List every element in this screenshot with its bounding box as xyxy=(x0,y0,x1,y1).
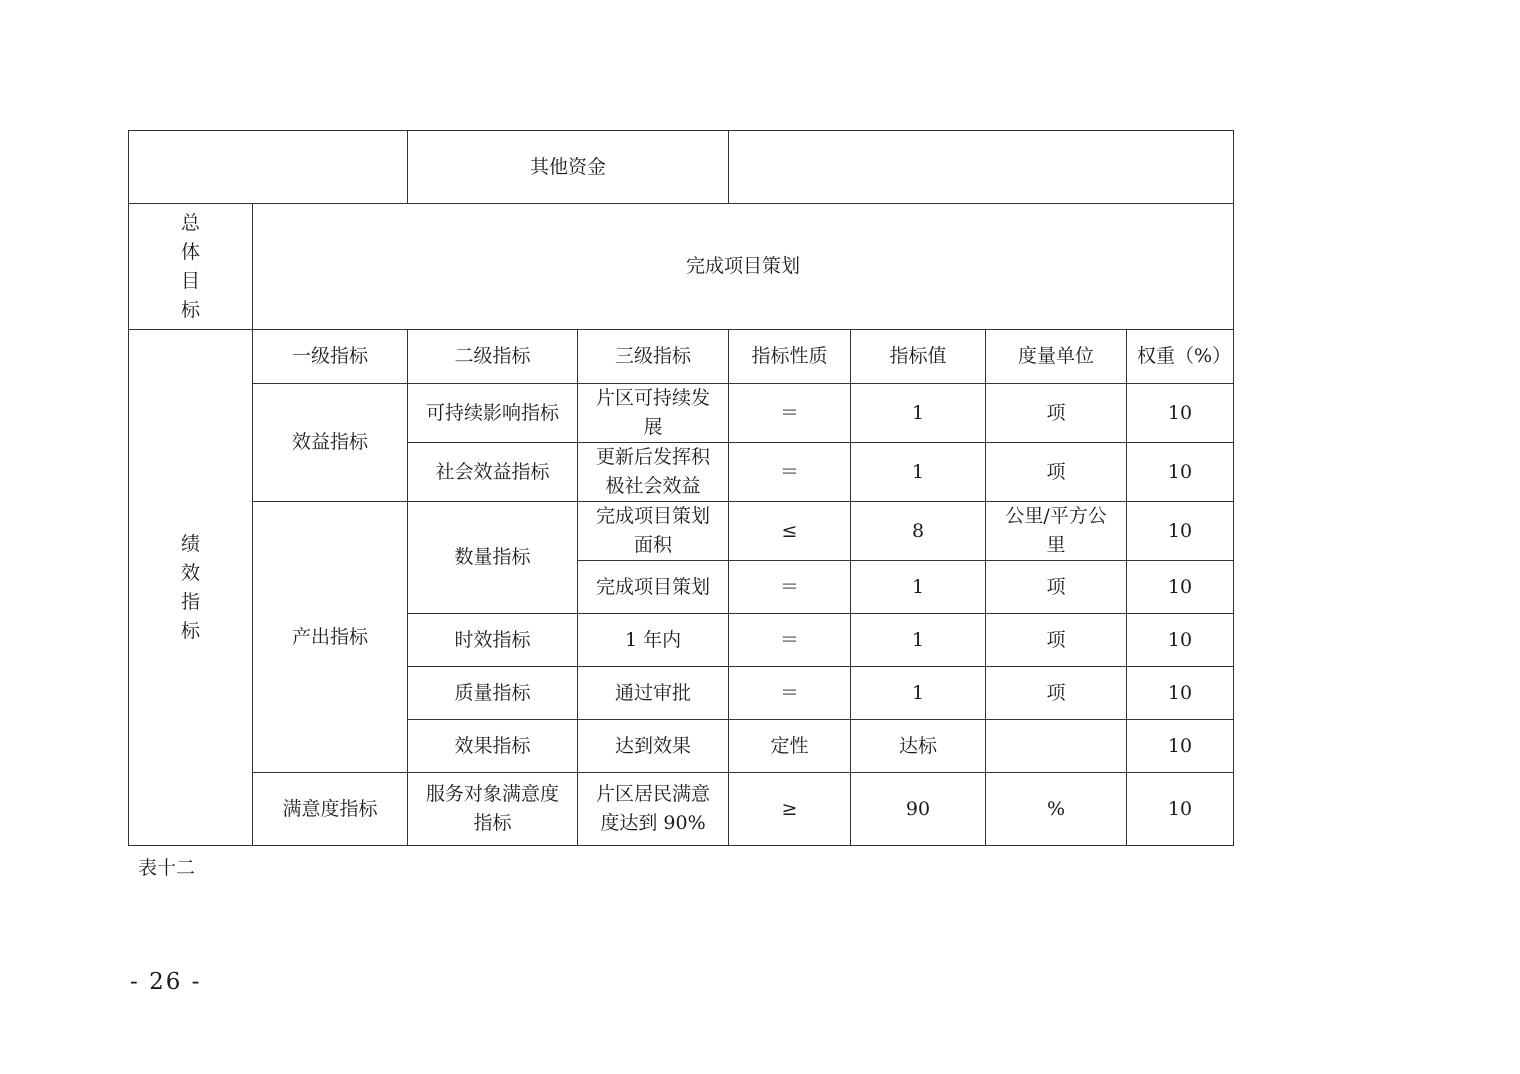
weight-cell: 10 xyxy=(1127,720,1234,773)
value-cell: 1 xyxy=(851,443,986,502)
blank-cell xyxy=(129,131,408,204)
performance-label: 绩 效 指 标 xyxy=(129,330,253,846)
level3-cell: 完成项目策划面积 xyxy=(578,502,729,561)
value-cell: 90 xyxy=(851,773,986,846)
header-cell: 指标值 xyxy=(851,330,986,384)
value-cell: 达标 xyxy=(851,720,986,773)
header-cell: 权重（%） xyxy=(1127,330,1234,384)
nature-cell: ≤ xyxy=(729,502,851,561)
level3-cell: 片区居民满意度达到 90% xyxy=(578,773,729,846)
performance-table xyxy=(128,130,1234,846)
unit-cell: 项 xyxy=(986,384,1127,443)
level3-cell: 1 年内 xyxy=(578,614,729,667)
table-caption: 表十二 xyxy=(138,857,196,879)
unit-cell: 项 xyxy=(986,561,1127,614)
funding-label: 其他资金 xyxy=(408,131,729,204)
unit-cell xyxy=(986,720,1127,773)
level2-cell: 质量指标 xyxy=(408,667,578,720)
level3-cell: 通过审批 xyxy=(578,667,729,720)
unit-cell: 项 xyxy=(986,614,1127,667)
level2-cell: 数量指标 xyxy=(408,502,578,614)
level3-cell: 完成项目策划 xyxy=(578,561,729,614)
level1-cell: 效益指标 xyxy=(253,384,408,502)
level1-cell: 满意度指标 xyxy=(253,773,408,846)
weight-cell: 10 xyxy=(1127,667,1234,720)
nature-cell: ＝ xyxy=(729,561,851,614)
value-cell: 8 xyxy=(851,502,986,561)
weight-cell: 10 xyxy=(1127,561,1234,614)
value-cell: 1 xyxy=(851,667,986,720)
header-cell: 度量单位 xyxy=(986,330,1127,384)
header-cell: 指标性质 xyxy=(729,330,851,384)
page-number: - 26 - xyxy=(130,969,202,995)
nature-cell: ＝ xyxy=(729,443,851,502)
weight-cell: 10 xyxy=(1127,614,1234,667)
header-cell: 一级指标 xyxy=(253,330,408,384)
weight-cell: 10 xyxy=(1127,773,1234,846)
unit-cell: 公里/平方公里 xyxy=(986,502,1127,561)
overall-goal-text: 完成项目策划 xyxy=(253,204,1234,330)
level2-cell: 社会效益指标 xyxy=(408,443,578,502)
unit-cell: 项 xyxy=(986,443,1127,502)
nature-cell: ＝ xyxy=(729,384,851,443)
header-cell: 三级指标 xyxy=(578,330,729,384)
value-cell: 1 xyxy=(851,614,986,667)
nature-cell: ＝ xyxy=(729,667,851,720)
level2-cell: 可持续影响指标 xyxy=(408,384,578,443)
value-cell: 1 xyxy=(851,384,986,443)
level1-cell: 产出指标 xyxy=(253,502,408,773)
level2-cell: 时效指标 xyxy=(408,614,578,667)
unit-cell: 项 xyxy=(986,667,1127,720)
funding-value xyxy=(729,131,1234,204)
level2-cell: 服务对象满意度指标 xyxy=(408,773,578,846)
header-cell: 二级指标 xyxy=(408,330,578,384)
level2-cell: 效果指标 xyxy=(408,720,578,773)
level3-cell: 片区可持续发展 xyxy=(578,384,729,443)
overall-goal-label: 总 体 目 标 xyxy=(129,204,253,330)
level3-cell: 更新后发挥积极社会效益 xyxy=(578,443,729,502)
level3-cell: 达到效果 xyxy=(578,720,729,773)
nature-cell: 定性 xyxy=(729,720,851,773)
weight-cell: 10 xyxy=(1127,443,1234,502)
weight-cell: 10 xyxy=(1127,502,1234,561)
nature-cell: ＝ xyxy=(729,614,851,667)
value-cell: 1 xyxy=(851,561,986,614)
nature-cell: ≥ xyxy=(729,773,851,846)
unit-cell: % xyxy=(986,773,1127,846)
weight-cell: 10 xyxy=(1127,384,1234,443)
